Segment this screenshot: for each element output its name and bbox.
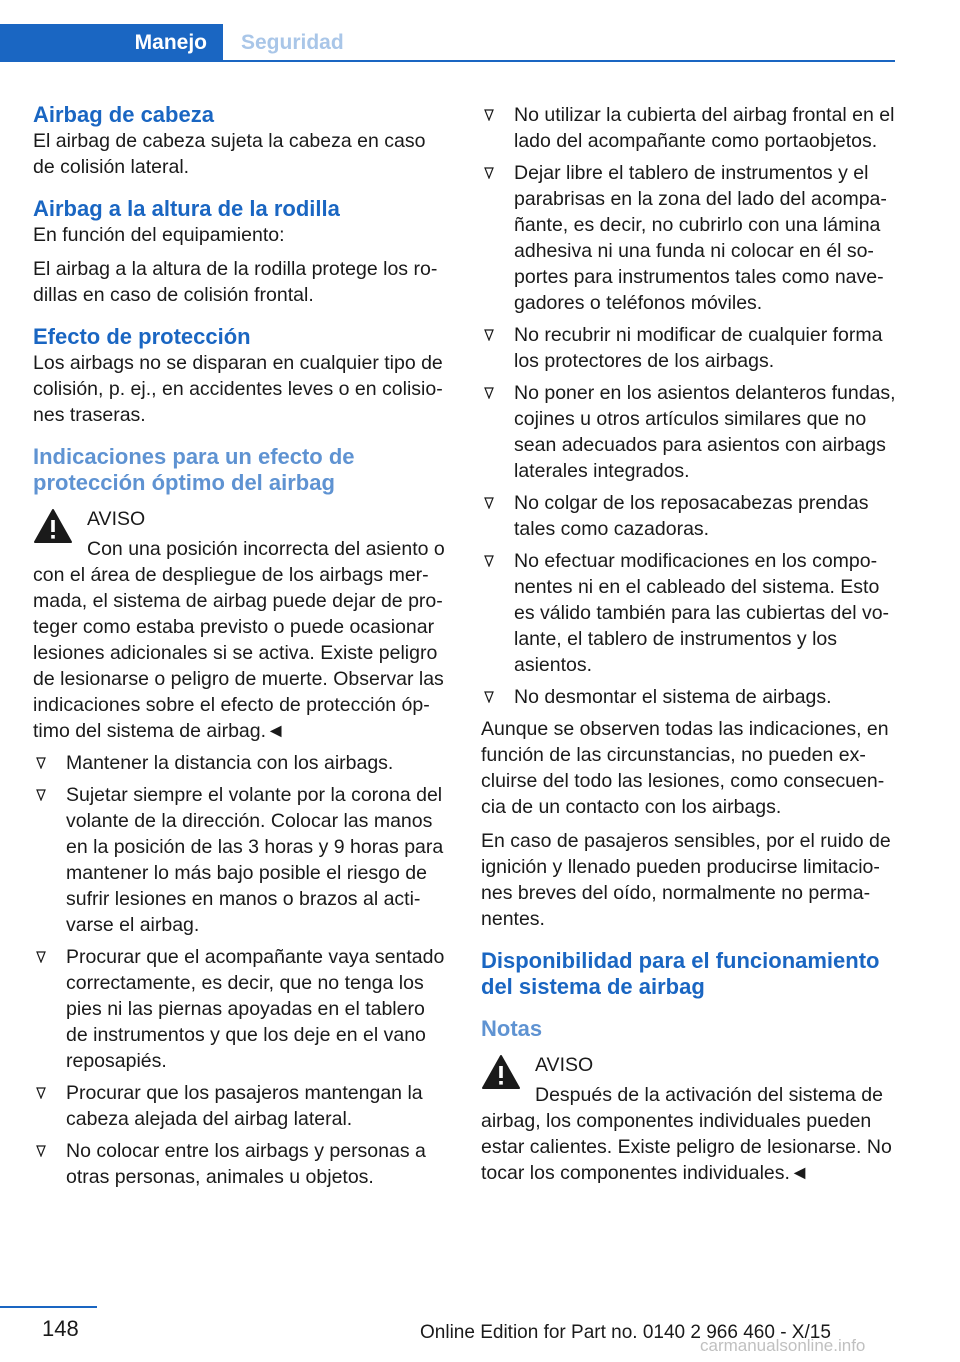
- list-item: No colocar entre los airbags y personas a otras personas, animales u objetos.: [33, 1138, 449, 1190]
- triangle-bullet-icon: [484, 167, 494, 179]
- tab-seguridad[interactable]: [223, 24, 373, 62]
- heading-efecto-proteccion: Efecto de protección: [33, 324, 251, 349]
- list-item: No poner en los asientos delanteros fundas, cojines u otros artículos similares que no sean adecuados para asientos con airbags laterales integrados.: [481, 380, 897, 484]
- heading-indicaciones: Indicaciones para un efecto de protección óptimo del airbag: [33, 444, 355, 495]
- page-number: 148: [42, 1316, 79, 1341]
- text-efecto-proteccion: Los airbags no se disparan en cualquier tipo de colisión, p. ej., en accidentes leves o en colisiones traseras.: [33, 352, 443, 426]
- triangle-bullet-icon: [36, 1087, 46, 1099]
- list-item: No recubrir ni modificar de cualquier forma los protectores de los airbags.: [481, 322, 897, 374]
- triangle-bullet-icon: [484, 497, 494, 509]
- heading-disponibilidad: Disponibilidad para el funcionamiento del sistema de airbag: [481, 948, 880, 999]
- triangle-bullet-icon: [36, 789, 46, 801]
- list-item: No desmontar el sistema de airbags.: [481, 684, 897, 710]
- text-rodilla-equipamiento: En función del equipamiento:: [33, 224, 285, 246]
- warning-box-componentes: [481, 1052, 897, 1186]
- left-column: [33, 102, 449, 1190]
- triangle-bullet-icon: [36, 951, 46, 963]
- tab-seguridad-label: Seguridad: [241, 31, 344, 54]
- heading-airbag-cabeza: Airbag de cabeza: [33, 102, 214, 127]
- triangle-bullet-icon: [36, 757, 46, 769]
- warning-text-first-line: Después de la activación del sistema de: [535, 1084, 883, 1106]
- triangle-bullet-icon: [484, 329, 494, 341]
- watermark: carmanualsonline.info: [700, 1336, 866, 1355]
- list-item: Sujetar siempre el volante por la corona del volante de la dirección. Colocar las manos en la posición de las 3 horas y 9 horas para mantener lo más bajo posible el riesgo de sufrir lesiones en manos o brazos al activarse el airbag.: [33, 782, 449, 938]
- warning-box-asiento: [33, 506, 449, 744]
- list-item: Procurar que el acompañante vaya sentado correctamente, es decir, que no tenga los pies ni las piernas apoyadas en el tablero de instrumentos y que los deje en el vano reposapiés.: [33, 944, 449, 1074]
- list-item: Mantener la distancia con los airbags.: [33, 750, 449, 776]
- warning-text-rest: con el área de despliegue de los airbags mermada, el sistema de airbag puede dejar de proteger como estaba previsto o puede ocasionar lesiones adicionales si se activa. Existe peligro de lesionarse o peligro de muerte. Observar las indicaciones sobre el efecto de protección óptimo del sistema de airbag.◄: [33, 564, 444, 742]
- triangle-bullet-icon: [36, 1145, 46, 1157]
- warning-text-first-line: Con una posición incorrecta del asiento o: [87, 538, 445, 560]
- warning-title: AVISO: [535, 1054, 594, 1076]
- header-divider: [223, 60, 895, 62]
- triangle-bullet-icon: [484, 387, 494, 399]
- list-item: No efectuar modificaciones en los componentes ni en el cableado del sistema. Esto es válido también para las cubiertas del volante, el tablero de instrumentos y los asientos.: [481, 548, 897, 678]
- triangle-bullet-icon: [484, 109, 494, 121]
- tab-manejo-label: Manejo: [134, 31, 207, 54]
- tab-manejo[interactable]: [0, 24, 223, 62]
- footer-edition: Online Edition for Part no. 0140 2 966 460 - X/15: [420, 1322, 831, 1343]
- footer-divider: [0, 1306, 97, 1308]
- list-item: No colgar de los reposacabezas prendas tales como cazadoras.: [481, 490, 897, 542]
- triangle-bullet-icon: [484, 691, 494, 703]
- text-airbag-cabeza: El airbag de cabeza sujeta la cabeza en caso de colisión lateral.: [33, 130, 426, 178]
- warning-triangle-icon: [481, 1054, 521, 1090]
- bullet-list-right: [481, 102, 897, 710]
- text-pasajeros-sensibles: En caso de pasajeros sensibles, por el ruido de ignición y llenado pueden producirse limitaciones breves del oído, normalmente no permanentes.: [481, 830, 891, 930]
- heading-airbag-rodilla: Airbag a la altura de la rodilla: [33, 196, 340, 221]
- warning-title: AVISO: [87, 508, 146, 530]
- right-column: [481, 102, 897, 1186]
- warning-triangle-icon: [33, 508, 73, 544]
- list-item: Dejar libre el tablero de instrumentos y el parabrisas en la zona del lado del acompañante, es decir, no cubrirlo con una lámina adhesiva ni una funda ni colocar en él soportes para instrumentos tales como navegadores o teléfonos móviles.: [481, 160, 897, 316]
- list-item: No utilizar la cubierta del airbag frontal en el lado del acompañante como portaobjetos.: [481, 102, 897, 154]
- triangle-bullet-icon: [484, 555, 494, 567]
- list-item: Procurar que los pasajeros mantengan la cabeza alejada del airbag lateral.: [33, 1080, 449, 1132]
- bullet-list-left: [33, 750, 449, 1190]
- text-rodilla-protege: El airbag a la altura de la rodilla protege los rodillas en caso de colisión frontal.: [33, 258, 438, 306]
- text-aunque-indicaciones: Aunque se observen todas las indicaciones, en función de las circunstancias, no pueden excluirse del todo las lesiones, como consecuencia de un contacto con los airbags.: [481, 718, 889, 818]
- warning-text-rest: airbag, los componentes individuales pueden estar calientes. Existe peligro de lesionarse. No tocar los componentes individuales.◄: [481, 1110, 892, 1184]
- heading-notas: Notas: [481, 1016, 543, 1041]
